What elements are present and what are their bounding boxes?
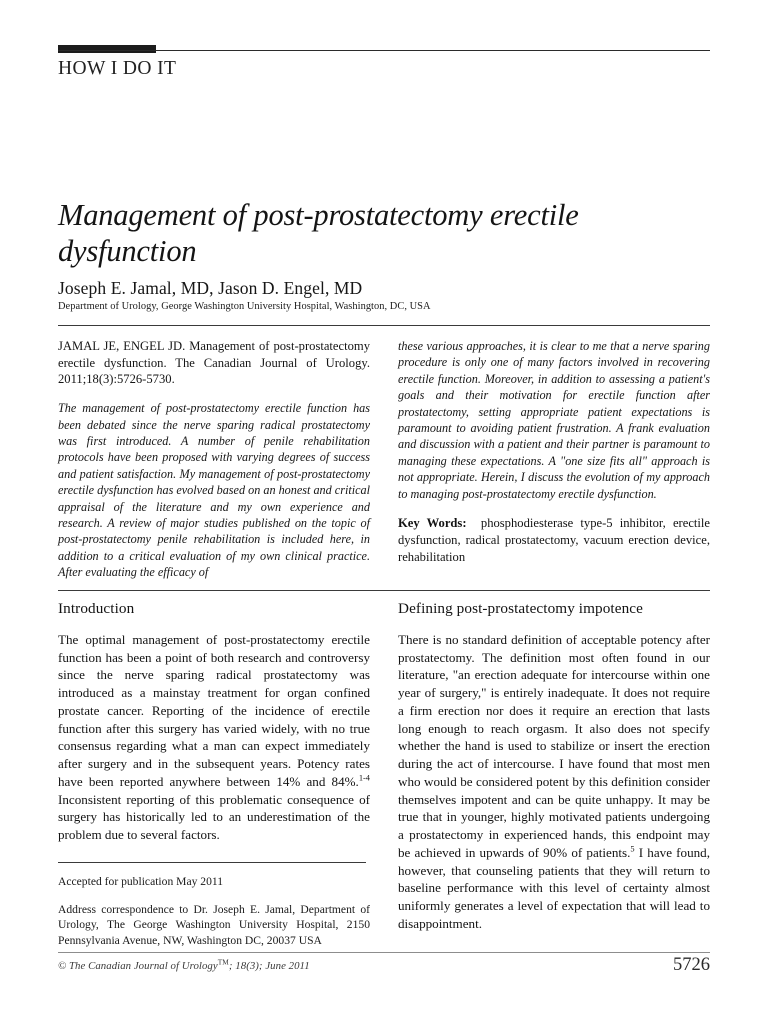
author-list: Joseph E. Jamal, MD, Jason D. Engel, MD [58,277,363,298]
affiliation: Department of Urology, George Washington University Hospital, Washington, DC, USA [58,300,431,312]
citation-reference: 1-4 [358,773,370,783]
body-paragraph-introduction [58,631,370,844]
footer-copyright [58,957,310,972]
title-block [58,198,698,312]
abstract-column-left [58,338,370,581]
abstract-text-right: these various approaches, it is clear to me that a nerve sparing procedure is only one of many factors involved in recovering erectile function. Moreover, in addition to assessing a patient's goals and their motivation for erectile function after prostatectomy, setting appropriate patient expectations is paramount to avoiding patient frustration. A frank evaluation and discussion with a patient and their partner is paramount to managing these expectations. A "one size fits all" approach is not appropriate. Herein, I discuss the evolution of my approach to managing post-prostatectomy erectile dysfunction. [398,339,710,501]
body-text-part1: There is no standard definition of acceptable potency after prostatectomy. The definition most often found in our literature, "an erection adequate for intercourse within one year of surgery," is entirely inadequate. It does not require a firm erection nor does it require an erection that lasts long enough to reach orgasm. It also does not specify whether the hand is used to stabilize or insert the erection during the act of intercourse. I have found that most men who would be considered potent by this definition consider themselves impotent and can be quite unhappy. It may be true that in younger, highly motivated patients undergoing a prostatectomy in experienced hands, this endpoint may be achieved in upwards of 90% of patients. [398,632,710,860]
body-top-rule [58,590,710,591]
keywords-value: phosphodiesterase type-5 inhibitor, erectile dysfunction, radical prostatectomy, vacuum erection device, rehabilitation [398,516,710,564]
masthead-black-tab [58,45,156,53]
footer-copyright-pre: © The Canadian Journal of Urology [58,960,218,972]
masthead-rule [58,50,710,51]
section-kicker: HOW I DO IT [58,58,177,79]
body-paragraph-defining-impotence [398,631,710,932]
notes-divider-rule [58,862,366,863]
section-heading-defining-impotence: Defining post-prostatectomy impotence [398,600,643,617]
abstract-text-left: The management of post-prostatectomy erectile function has been debated since the nerve sparing radical prostatectomy was first introduced. A number of penile rehabilitation protocols have been proposed with varying degrees of success and patient satisfaction. My management of post-prostatectomy erectile dysfunction has evolved based on an honest and critical appraisal of the literature and my own experience and research. A review of major studies published on the topic of post-prostatectomy penile rehabilitation is included here, in addition to a critical evaluation of my own clinical practice. After evaluating the efficacy of [58,401,370,580]
correspondence-address: Address correspondence to Dr. Joseph E. Jamal, Department of Urology, The George Washington University Hospital, 2150 Pennsylvania Avenue, NW, Washington DC, 20037 USA [58,902,370,947]
body-text-part1: The optimal management of post-prostatectomy erectile function has been a point of both research and controversy since the nerve sparing radical prostatectomy was introduced as a mainstay treatment for organ confined prostate cancer. Reporting of the incidence of erectile function after this surgery has varied widely, with no true consensus regarding what a man can expect immediately after surgery and in the subsequent years. Potency rates have been reported anywhere between 14% and 84%. [58,632,370,789]
footer-copyright-post: ; 18(3); June 2011 [228,960,310,972]
trademark-symbol: TM [217,957,229,967]
abstract-column-right [398,338,710,565]
citation-reference: 5 [630,844,635,854]
abstract-top-rule [58,325,710,326]
footer-rule [58,952,710,953]
keywords-block [398,515,710,565]
section-heading-introduction: Introduction [58,600,135,617]
page-title: Management of post-prostatectomy erectile dysfunction [58,198,579,268]
accepted-date: Accepted for publication May 2011 [58,875,224,888]
notes-block [58,874,370,948]
page-number: 5726 [673,955,710,975]
body-column-right [398,600,710,932]
keywords-label: Key Words: [398,516,467,531]
body-text-part2: I have found, however, that counseling patients that they will return to baseline performance with this level of certainty almost uniformly generates a level of expectation that will lead to disappointment. [398,844,710,931]
body-text-part2: Inconsistent reporting of this problematic consequence of surgery has historically led to an underestimation of the problem due to several factors. [58,791,370,843]
body-column-left [58,600,370,844]
citation-block: JAMAL JE, ENGEL JD. Management of post-prostatectomy erectile dysfunction. The Canadian Journal of Urology. 2011;18(3):5726-5730. [58,339,370,387]
